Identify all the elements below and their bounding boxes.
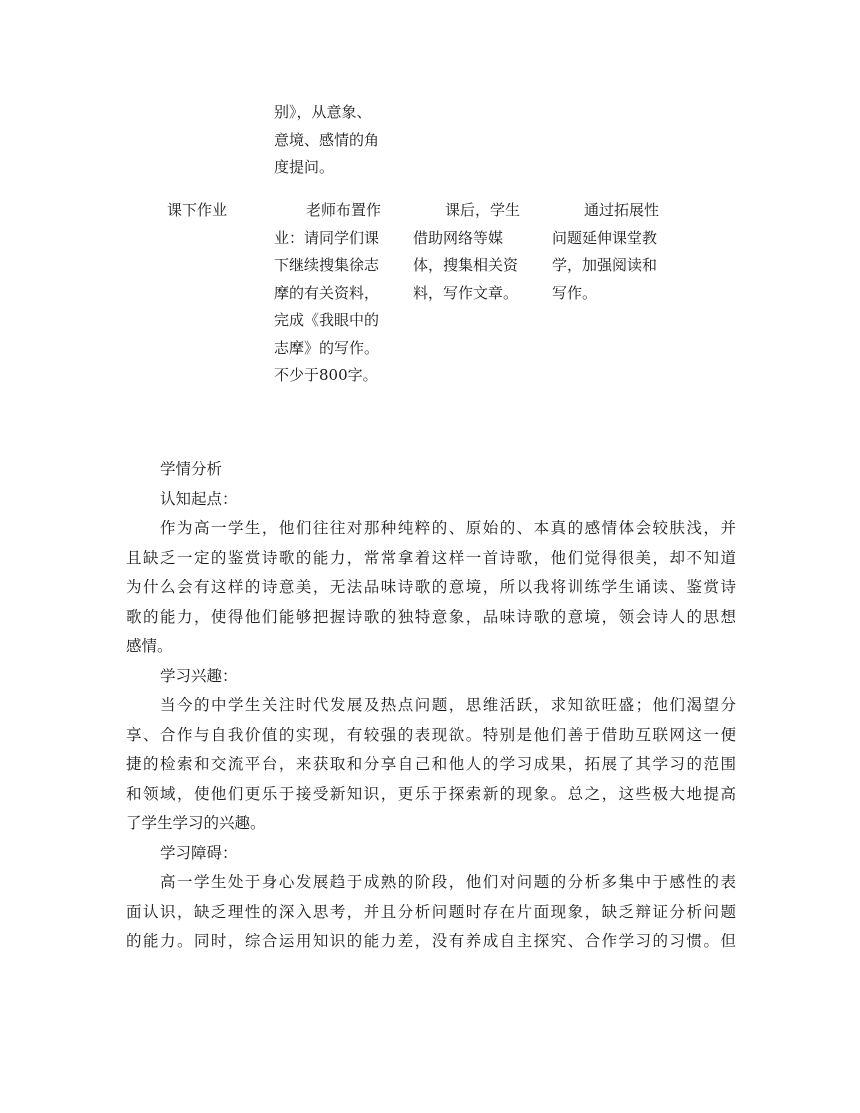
text-line: 了学生学习的兴趣。: [126, 814, 266, 832]
table-line: 课后，学生: [445, 201, 521, 219]
text-line: 享、合作与自我价值的实现，有较强的表现欲。特别是他们善于借助互联网这一便: [126, 725, 736, 744]
text-line: 面认识，缺乏理性的深入思考，并且分析问题时存在片面现象，缺乏辩证分析问题: [126, 902, 736, 921]
table-line: 借助网络等媒: [413, 228, 504, 247]
text-line: 歌的能力，使得他们能够把握诗歌的独特意象，品味诗歌的意境，领会诗人的思想: [126, 607, 736, 626]
table-line: 下继续搜集徐志: [274, 256, 380, 274]
design-intent-cell: [552, 197, 659, 307]
subheading: 认知起点：: [160, 489, 238, 508]
table-line: 摩的有关资料，: [274, 283, 380, 302]
table-line: 通过拓展性: [584, 201, 660, 219]
table-line: 不少于800字。: [274, 366, 378, 384]
text-line: 和领域，使他们更乐于接受新知识，更乐于探索新的现象。总之，这些极大地提高: [126, 784, 736, 803]
table-line: 写作。: [552, 283, 598, 302]
table-line: 体，搜集相关资: [413, 256, 519, 274]
text-line: 且缺乏一定的鉴赏诗歌的能力，常常拿着这样一首诗歌，他们觉得很美，却不知道: [126, 548, 736, 567]
text-line: 的能力。同时，综合运用知识的能力差，没有养成自主探究、合作学习的习惯。但: [126, 932, 736, 950]
text-line: 感情。: [126, 637, 173, 655]
table-line: 学，加强阅读和: [552, 256, 658, 274]
table-line: 完成《我眼中的: [274, 311, 380, 329]
table-line: 意境、感情的角: [274, 130, 380, 149]
table-line: 问题延伸课堂教: [552, 228, 658, 247]
table-line: 别》，从意象、: [274, 103, 372, 121]
text-line: 作为高一学生，他们往往对那种纯粹的、原始的、本真的感情体会较肤浅，并: [160, 519, 736, 537]
row-label: 课下作业: [167, 201, 228, 219]
table-line: 志摩》的写作。: [274, 338, 380, 357]
table-line: 度提问。: [274, 158, 335, 176]
teacher-activity-cell: [274, 197, 381, 390]
student-activity-cell: [413, 197, 520, 307]
text-line: 高一学生处于身心发展趋于成熟的阶段，他们对问题的分析多集中于感性的表: [160, 873, 736, 891]
subheading: 学习兴趣：: [160, 666, 238, 685]
homework-label-cell: [167, 197, 227, 225]
paragraph: [126, 691, 736, 839]
paragraph: [126, 514, 736, 662]
section-heading: 学情分析: [160, 460, 223, 478]
subheading: 学习障碍：: [160, 843, 238, 862]
paragraph: [126, 868, 736, 957]
text-line: 捷的检索和交流平台，来获取和分享自己和他人的学习成果，拓展了其学习的范围: [126, 755, 736, 773]
analysis-section: [126, 455, 736, 957]
text-line: 当今的中学生关注时代发展及热点问题，思维活跃，求知欲旺盛；他们渴望分: [160, 696, 736, 714]
text-line: 为什么会有这样的诗意美，无法品味诗歌的意境，所以我将训练学生诵读、鉴赏诗: [126, 578, 736, 596]
table-line: 老师布置作: [306, 201, 382, 219]
prev-row-teacher-cell: [274, 99, 379, 182]
table-line: 料，写作文章。: [413, 283, 519, 302]
table-line: 业：请同学们课: [274, 228, 380, 247]
